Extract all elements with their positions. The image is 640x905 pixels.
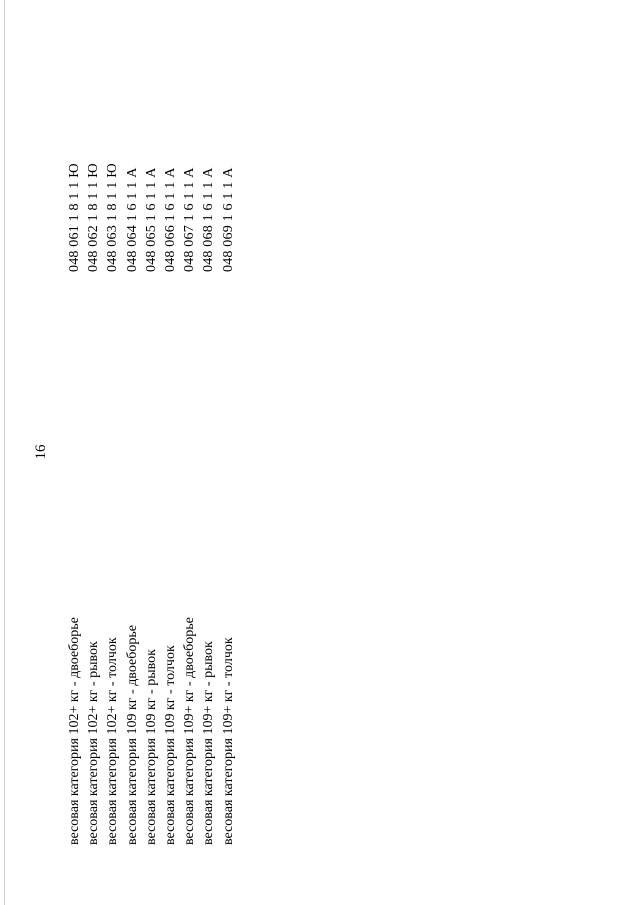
category-label: весовая категория 109+ кг - рывок <box>201 641 217 845</box>
category-label: весовая категория 109 кг - двоеборье <box>124 625 140 845</box>
category-label: весовая категория 109 кг - рывок <box>143 649 159 845</box>
category-label: весовая категория 102+ кг - двоеборье <box>67 617 82 845</box>
category-label: весовая категория 102+ кг - толчок <box>105 637 121 845</box>
category-label: весовая категория 109+ кг - толчок <box>220 637 236 845</box>
category-code: 048 061 1 8 1 1 Ю <box>67 163 82 272</box>
category-label: весовая категория 109+ кг - двоеборье <box>182 617 198 845</box>
page-number: 16 <box>33 444 49 460</box>
category-label: весовая категория 109 кг - толчок <box>163 645 178 845</box>
category-code: 048 062 1 8 1 1 Ю <box>86 163 102 272</box>
category-label: весовая категория 102+ кг - рывок <box>86 641 102 845</box>
category-code: 048 068 1 6 1 1 А <box>201 167 217 272</box>
category-code: 048 063 1 8 1 1 Ю <box>105 163 121 272</box>
category-code: 048 069 1 6 1 1 А <box>220 167 236 272</box>
page-edge-divider <box>4 0 5 905</box>
category-code: 048 067 1 6 1 1 А <box>182 167 198 272</box>
category-code: 048 066 1 6 1 1 А <box>163 167 178 272</box>
category-code: 048 065 1 6 1 1 А <box>143 167 159 272</box>
category-code: 048 064 1 6 1 1 А <box>124 167 140 272</box>
